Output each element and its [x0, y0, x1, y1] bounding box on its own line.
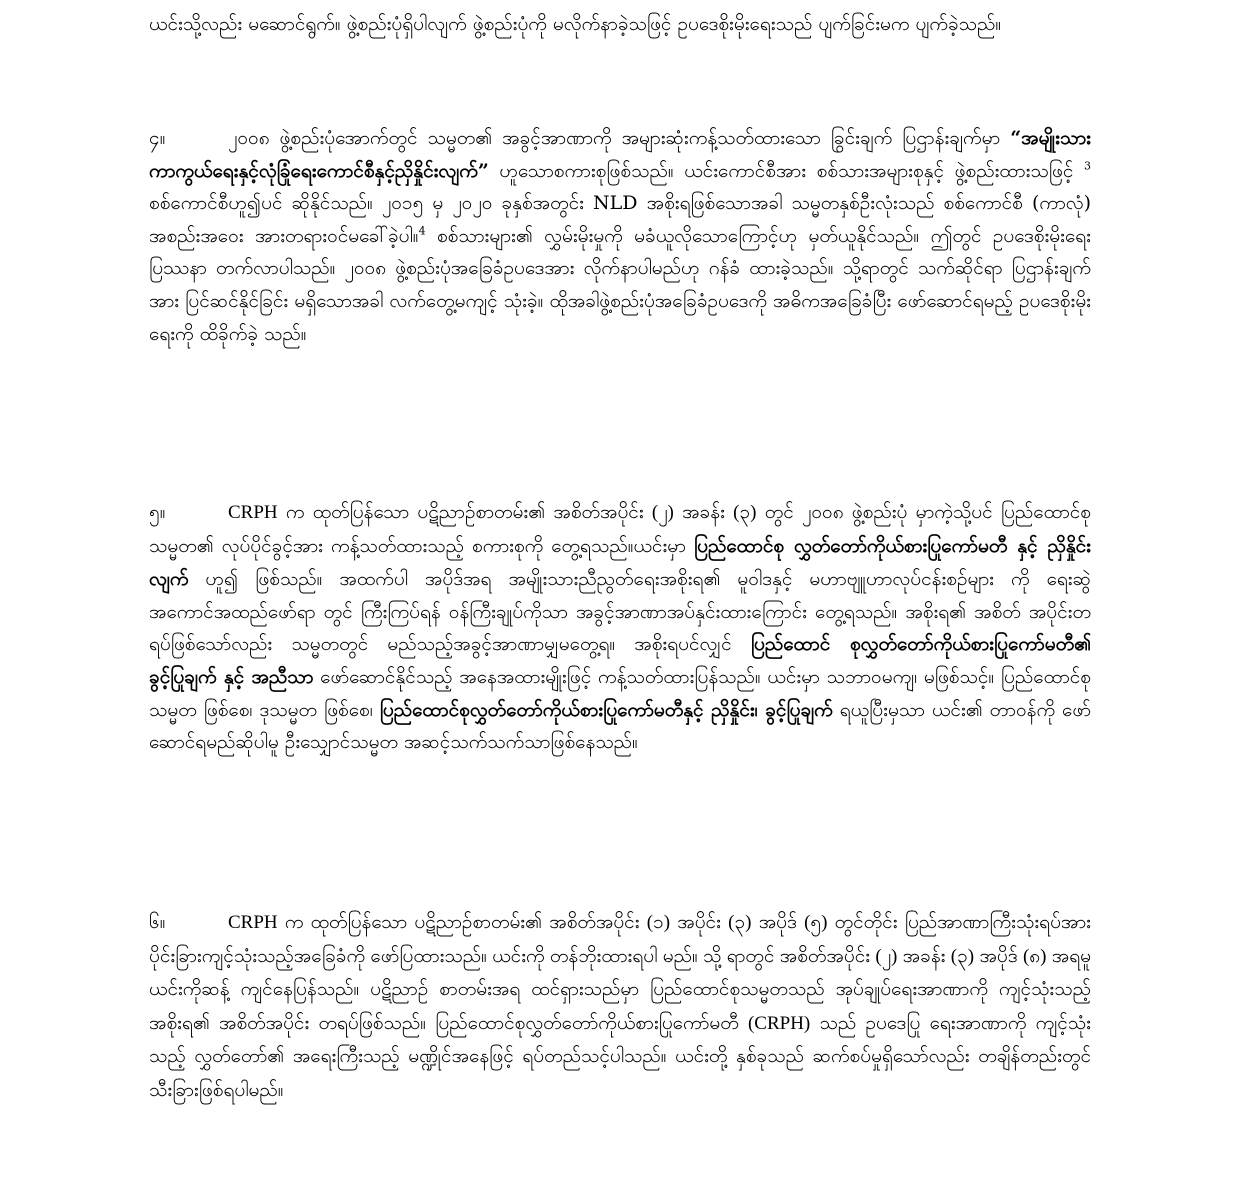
- paragraph-text: ဟူ၍ ဖြစ်သည်။ အထက်ပါ အပိုဒ်အရ အမျိုးသားညီညွတ်ရေးအစိုးရ၏ မူဝါဒနှင့် မဟာဗျူဟာလုပ်ငန်းစဉ်များ ကို ရေးဆွဲ အကောင်အထည်ဖော်ရာ တွင် ကြီးကြပ်ရန် ဝန်ကြီးချုပ်ကိုသာ အခွင့်အာဏာအပ်နှင်းထားကြောင်း တွေ့ရသည်။ အစိုးရ၏ အစိတ် အပိုင်းတရပ်ဖြစ်သော်လည်း သမ္မတတွင် မည်သည့်အခွင့်အာဏာမျှမတွေ့ရ။ အစိုးရပင်လျှင်: [149, 568, 1091, 656]
- paragraph-number: ၄။: [149, 127, 166, 149]
- paragraph-continued: [149, 8, 1091, 41]
- paragraph-text: ၂၀၀၈ ဖွဲ့စည်းပုံအောက်တွင် သမ္မတ၏ အခွင့်အာဏာကို အများဆုံးကန့်သတ်ထားသော ခြွင်းချက် ပြဌာန်းချက်မှာ: [228, 127, 1011, 149]
- paragraph-text: ယင်းသို့လည်း မဆောင်ရွက်။ ဖွဲ့စည်းပုံရှိပါလျက် ဖွဲ့စည်းပုံကို မလိုက်နာခဲ့သဖြင့် ဥပဒေစိုးမိုးရေးသည် ပျက်ခြင်းမက ပျက်ခဲ့သည်။: [149, 13, 1002, 35]
- bold-phrase: ပြည်ထောင်စုလွှတ်တော်ကိုယ်စားပြုကော်မတီနှင့် ညှိနှိုင်း၊ ခွင့်ပြုချက်: [379, 698, 833, 721]
- paragraph-text: ဟူသောစကားစုဖြစ်သည်။ ယင်းကောင်စီအား စစ်သားအများစုနှင့် ဖွဲ့စည်းထားသဖြင့်: [488, 159, 1084, 182]
- bold-phrase: ပြည်ထောင်စု လွှတ်တော်ကိုယ်စားပြုကော်မတီ နှင့် ညှိနှိုင်းလျက်: [149, 534, 1091, 591]
- paragraph-number: ၆။: [149, 911, 166, 933]
- bold-phrase: “အမျိုးသားကာကွယ်ရေးနှင့်လုံခြုံရေးကောင်စီနှင့်ညှိနှိုင်းလျက်”: [149, 127, 1091, 182]
- paragraph-text: CRPH က ထုတ်ပြန်သော ပဋိညာဉ်စာတမ်း၏ အစိတ်အပိုင်း (၂) အခန်း (၃) တွင် ၂၀၀၈ ဖွဲ့စည်းပုံ မှာကဲ့သို့ပင် ပြည်ထောင်စု သမ္မတ၏ လုပ်ပိုင်ခွင့်အား ကန့်သတ်ထားသည့် စကားစုကို တွေ့ရသည်။ယင်းမှာ: [149, 502, 1091, 557]
- paragraph-text: စစ်သားများ၏ လွှမ်းမိုးမှုကို မခံယူလိုသောကြောင့်ဟု မှတ်ယူနိုင်သည်။ ဤတွင် ဥပဒေစိုးမိုးရေးပြဿနာ တက်လာပါသည်။ ၂၀၀၈ ဖွဲ့စည်းပုံအခြေခံဥပဒေအား လိုက်နာပါမည်ဟု ဂန်ခံ ထားခဲ့သည်။ သို့ရာတွင် သက်ဆိုင်ရာ ပြဌာန်းချက်အား ပြင်ဆင်နိုင်ခြင်း မရှိသောအခါ လက်တွေ့မကျင့် သုံးခဲ့။ ထိုအခါဖွဲ့စည်းပုံအခြေခံဥပဒေကို အဓိကအခြေခံပြီး ဖော်ဆောင်ရမည့် ဥပဒေစိုးမိုးရေးကို ထိခိုက်ခဲ့ သည်။: [149, 224, 1091, 345]
- paragraph-number: ၅။: [149, 501, 166, 523]
- paragraph-text: ရယူပြီးမှသာ ယင်း၏ တာဝန်ကို ဖော်ဆောင်ရမည်ဆိုပါမူ ဦးသျှောင်သမ္မတ အဆင့်သက်သက်သာဖြစ်နေသည်။: [149, 698, 1092, 754]
- footnote-ref-4[interactable]: 4: [418, 224, 426, 238]
- paragraph-text: CRPH က ထုတ်ပြန်သော ပဋိညာဉ်စာတမ်း၏ အစိတ်အပိုင်း (၁) အပိုင်း (၃) အပိုဒ် (၅) တွင်တိုင်း ပြည်အာဏာကြီးသုံးရပ်အား ပိုင်းခြားကျင့်သုံးသည့်အခြေခံကို ဖော်ပြထားသည်။ ယင်းကို တန်ဘိုးထားရပါ မည်။ သို့ ရာတွင် အစိတ်အပိုင်း (၂) အခန်း (၃) အပိုဒ် (၈) အရမူ ယင်းကိုဆန့် ကျင်နေပြန်သည်။ ပဋိညာဉ် စာတမ်းအရ ထင်ရှားသည်မှာ ပြည်ထောင်စုသမ္မတသည် အုပ်ချုပ်ရေးအာဏာကို ကျင့်သုံးသည့်အစိုးရ၏ အစိတ်အပိုင်း တရပ်ဖြစ်သည်။ ပြည်ထောင်စုလွှတ်တော်ကိုယ်စားပြုကော်မတီ (CRPH) သည် ဥပဒေပြု ရေးအာဏာကို ကျင့်သုံးသည့် လွှတ်တော်၏ အရေးကြီးသည့် မဏ္ဍိုင်အနေဖြင့် ရပ်တည်သင့်ပါသည်။ ယင်းတို့ နှစ်ခုသည် ဆက်စပ်မှုရှိသော်လည်း တချိန်တည်းတွင် သီးခြားဖြစ်ရပါမည်။: [149, 912, 1091, 1101]
- footnote-ref-3[interactable]: 3: [1084, 159, 1091, 173]
- paragraph-5: [149, 496, 1091, 759]
- paragraph-4: [149, 122, 1091, 350]
- paragraph-text: စစ်ကောင်စီဟူ၍ပင် ဆိုနိုင်သည်။ ၂၀၁၅ မှ ၂၀၂၀ ခုနှစ်အတွင်း NLD အစိုးရဖြစ်သောအခါ သမ္မတနှစ်ဦးလုံးသည် စစ်ကောင်စီ (ကာလုံ) အစည်းအဝေး အားတရားဝင်မခေါ်ခဲ့ပါ။: [149, 192, 1091, 247]
- paragraph-6: [149, 906, 1091, 1108]
- paragraph-text: ဖော်ဆောင်နိုင်သည့် အနေအထားမျိုးဖြင့် ကန့်သတ်ထားပြန်သည်။ ယင်းမှာ သဘာဝမကျ၊ မဖြစ်သင့်။ ပြည်ထောင်စု သမ္မတ ဖြစ်စေ၊ ဒုသမ္မတ ဖြစ်စေ၊: [149, 665, 1091, 721]
- bold-phrase: ပြည်ထောင် စုလွှတ်တော်ကိုယ်စားပြုကော်မတီ၏ ခွင့်ပြုချက် နှင့် အညီသာ: [149, 633, 1091, 688]
